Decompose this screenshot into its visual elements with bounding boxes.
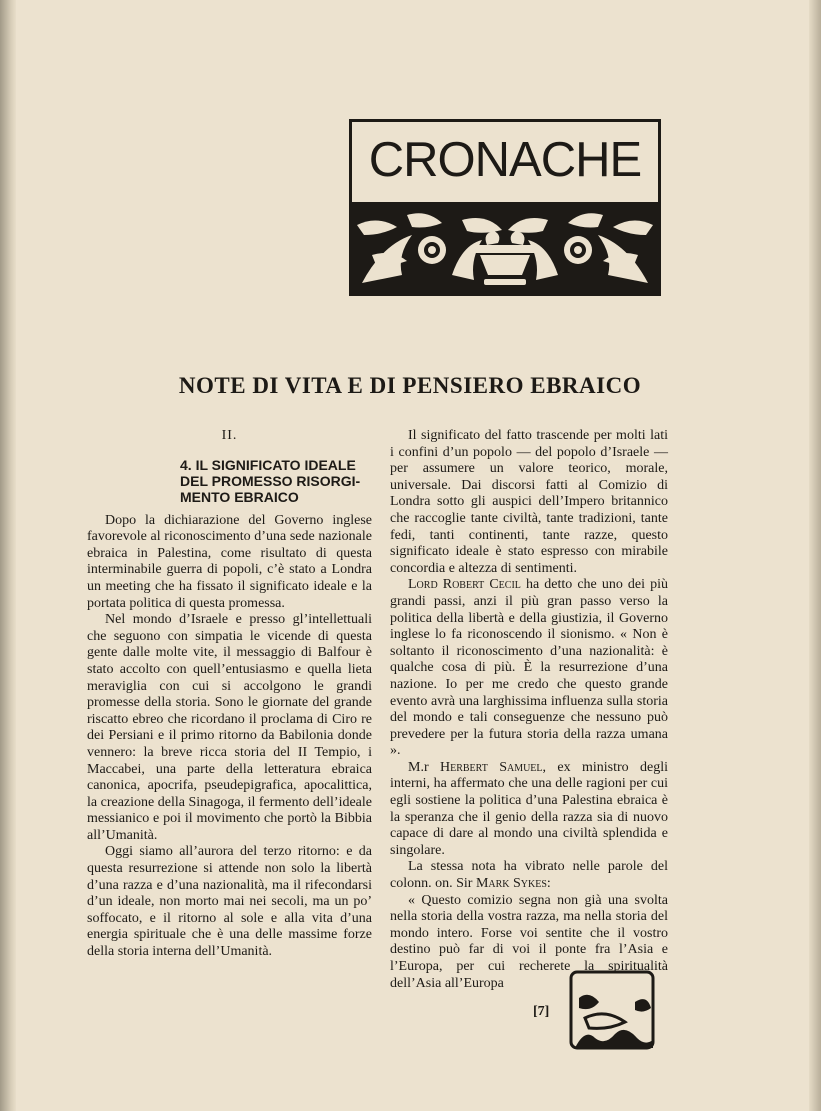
section-header-title: CRONACHE <box>352 122 658 205</box>
honorific: M.r <box>408 759 440 775</box>
subheading <box>180 457 372 505</box>
paragraph <box>390 760 668 860</box>
right-column <box>390 428 668 992</box>
article-title: NOTE DI VITA E DI PENSIERO EBRAICO <box>178 373 642 398</box>
section-number: II. <box>221 428 238 443</box>
paragraph-text: La stessa nota ha vibrato nelle parole del colonn. on. Sir <box>390 859 668 892</box>
page-edge <box>809 0 821 1111</box>
binding-edge <box>0 0 16 1111</box>
person-name: Herbert Samuel <box>439 759 543 775</box>
paragraph: Dopo la dichiarazione del Governo inglese favorevole al riconoscimento d’una sede nazionale ebraica in Palestina, come risultato di questa interminabile guerra di popoli, c’è stato a Londra un meeting che ha fissato il significato ideale e la portata politica di questa promessa. <box>87 512 372 611</box>
floral-ornament-icon <box>352 205 658 293</box>
paragraph <box>390 859 668 892</box>
subheading-line: MENTO EBRAICO <box>180 488 299 505</box>
paragraph-text: : <box>546 876 551 892</box>
paragraph: Il significato del fatto trascende per molti lati i confini d’un popolo — del popolo d’Israele — per assumere un valore teorico, morale, universale. Dai discorsi fatti al Comizio di Londra sotto gli auspici dell’Impero britannico che raccoglie tante civiltà, tante tradizioni, tante fedi, tanti continenti, tante razze, questo significato ideale è stato espresso con mirabile concordia e altezza di sentimenti. <box>390 428 668 576</box>
bilychnis-logo <box>565 968 659 1052</box>
paragraph-text: ha detto che uno dei più grandi passi, anzi il più gran passo verso la politica della libertà e della giustizia, il Governo inglese lo fa riconoscendo il sionismo. « Non è soltanto il riconoscimento d’una nazionalità: è qualche cosa di più. È la resurrezione d’una nazione. Io per me credo che questo grande evento avrà una larghissima influenza sulla storia del mondo e tali conseguenze che nessuno può prevedere per la futura storia della razza umana ». <box>390 577 668 759</box>
paragraph: Oggi siamo all’aurora del terzo ritorno: e da questa resurrezione si attende non solo la libertà d’una razza e d’una nazionalità, ma il rifecondarsi d’un ideale, non morto mai nei secoli, ma un po’ soffocato, e il ritorno al sole e alla vita d’una energia spirituale che è una delle massime forze della storia interna dell’Umanità. <box>87 844 372 960</box>
subheading-line: DEL PROMESSO RISORGI- <box>180 472 361 489</box>
left-column <box>87 428 372 961</box>
paragraph: Nel mondo d’Israele e presso gl’intellettuali che seguono con simpatia le vicende di questa gente dalle molte vite, il messaggio di Balfour è stato accolto con quell’entusiasmo e quella lieta meraviglia con cui si accolgono le grandi promesse della storia. Sono le giornate del grande riscatto ebreo che ricordano il proclama di Ciro re dei Persiani e il primo ritorno da Babilonia donde vennero: la breve ricca storia del II Tempio, i Maccabei, una parte della letteratura ebraica canonica, apocrifa, pseudepigrafica, apocalittica, la creazione della Sinagoga, il fermento dell’ideale messianico e poi il movimento che portò la Bibbia all’Umanità. <box>87 612 372 843</box>
section-header-box <box>349 119 661 296</box>
paragraph-text: , ex ministro degli interni, ha affermato che una delle ragioni per cui egli sostiene la politica d’una Palestina ebraica è la speranza che il genio della razza sia di nuovo capace di dare al mondo una civiltà splendida e singolare. <box>390 759 668 858</box>
paragraph: « Questo comizio segna non già una svolta nella storia della vostra razza, ma nella storia del mondo intero. Forse voi sentite che il vostro destino può far di voi il ponte fra l’Asia e l’Europa, per cui recherete la spiritualità dell’Asia all’Europa <box>390 892 668 991</box>
person-name: Lord Robert Cecil <box>408 577 521 593</box>
page-number: [7] <box>533 1004 550 1019</box>
paragraph <box>390 577 668 760</box>
subheading-line: 4. IL SIGNIFICATO IDEALE <box>180 456 356 473</box>
person-name: Mark Sykes <box>475 876 547 892</box>
